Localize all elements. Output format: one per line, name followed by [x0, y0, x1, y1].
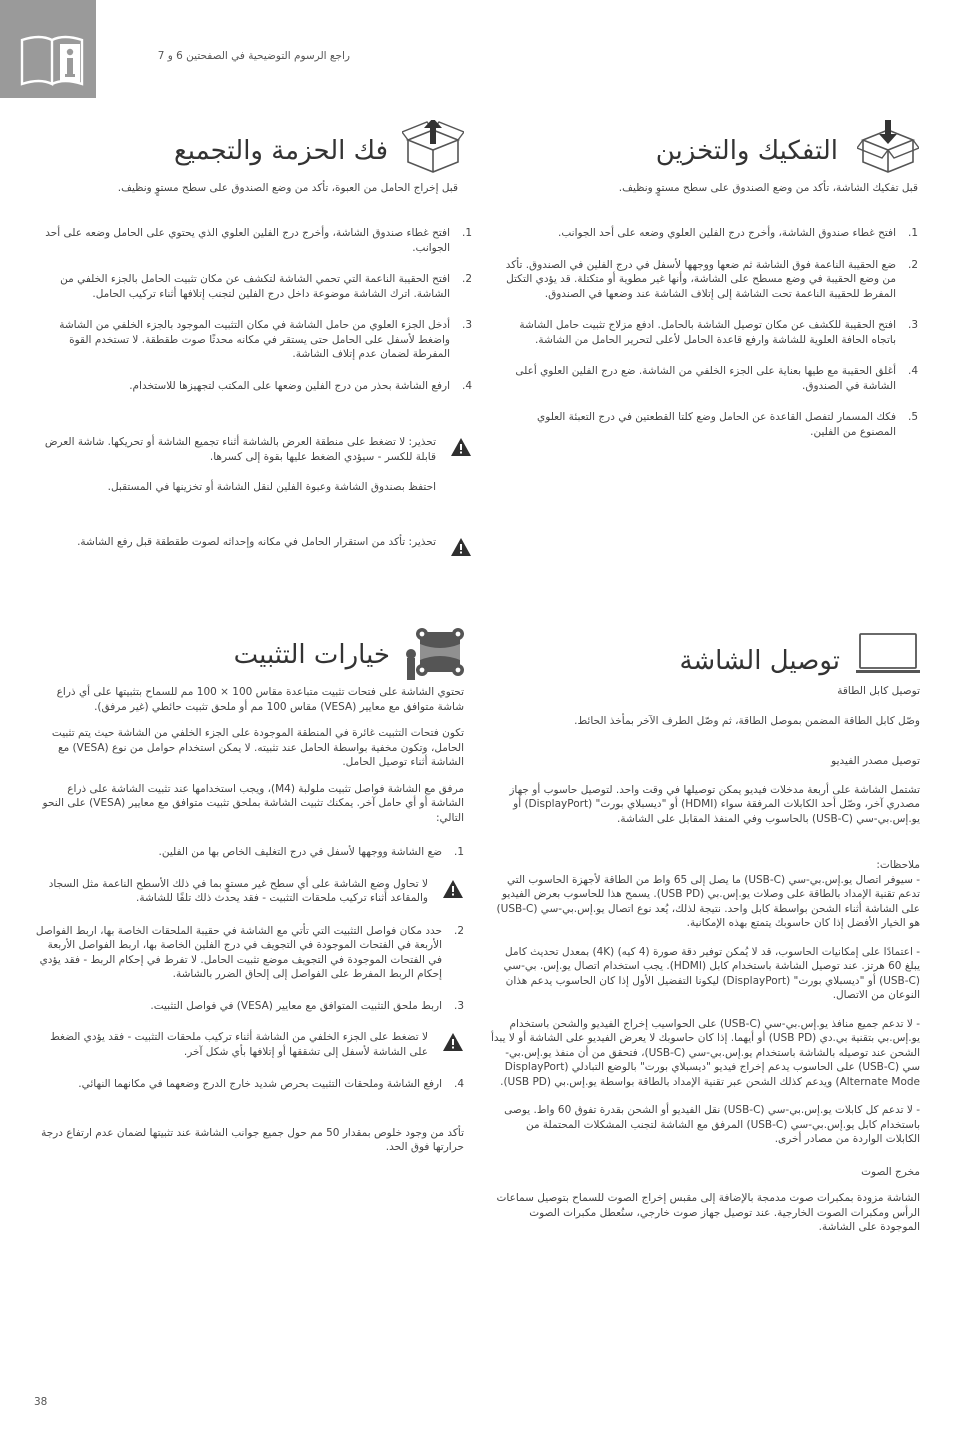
- reference-text: راجع الرسوم التوضيحية في الصفحتين 6 و 7: [157, 50, 350, 62]
- video-heading: توصيل مصدر الفيديو: [831, 755, 920, 767]
- unpacking-step: 4. أغلق الحقيبة مع طيها بعناية على الجزء الخلفي من الشاشة. ضع درج الفلين العلوي أعلى الشاشة في الصندوق.: [515, 365, 918, 392]
- assembly-warning: تحذير: لا تضغط على منطقة العرض بالشاشة أثناء تجميع الشاشة أو تحريكها. شاشة العرض قابلة للكسر - سيؤدي الضغط عليها بقوة إلى كسرها. احتفظ بصندوق الشاشة وعبوة الفلين لنقل الشاشة أو تخزينها في المستقبل.: [40, 435, 472, 495]
- assembly-steps: [40, 226, 472, 393]
- unpacking-step: 2. ضع الحقيبة الناعمة فوق الشاشة ثم ضعها ووجهها لأسفل في درج الفلين في الصندوق. تأكد من وضع الحقيبة في وضع مسطح على الشاشة، وأنها غير مطوية أو متكتلة. قد يؤدي التكتل المفرط للحقيبة الناعمة تحت الشاشة إلى إتلاف الشاشة عند وضعها في الصندوق.: [505, 258, 918, 300]
- mounting-steps: [34, 924, 464, 1014]
- mounting-paragraph: مرفق مع الشاشة فواصل تثبيت ملولبة (M4)، ويجب استخدامها عند تثبيت الشاشة على ذراع الشاشة أو أي حامل آخر. يمكنك تثبيت الشاشة بملحق تثبيت متوافق مع معايير (VESA) على النحو التالي:: [42, 782, 464, 824]
- mounting-warning: لا تضغط على الجزء الخلفي من الشاشة أثناء تركيب ملحقات التثبيت - فقد يؤدي الضغط على الشاشة لأسفل إلى تشققها أو إتلافها بأي شكل آخر.: [34, 1030, 464, 1059]
- mounting-steps: [34, 845, 464, 860]
- video-text: تشتمل الشاشة على أربعة مدخلات فيديو يمكن توصيلها في وقت واحد. لتوصيل حاسوب أو جهاز مصدري آخر، وصّل أحد الكابلات المرفقة سواء (HDMI) أو "ديسبلاي بورت" (DisplayPort) أو يو.إس.بي-سي (USB-C) بالحاسوب وفي المنفذ المقابل على الشاشة.: [509, 783, 920, 825]
- mounting-title: خيارات التثبيت: [233, 640, 390, 670]
- mounting-step: 4. ارفع الشاشة وملحقات التثبيت بحرص شديد خارج الدرج وضعهما في مكانهما النهائي.: [78, 1078, 464, 1090]
- vesa-mount-icon: [402, 626, 466, 682]
- connecting-title: توصيل الشاشة: [679, 646, 840, 676]
- mounting-steps: [34, 1077, 464, 1092]
- mounting-closing: تأكد من وجود خلوص بمقدار 50 مم حول جميع جوانب الشاشة عند تثبيتها لضمان عدم ارتفاع درجة حرارتها فوق الحد.: [41, 1126, 464, 1153]
- warning-icon: [450, 437, 472, 457]
- box-up-arrow-icon: [402, 120, 464, 176]
- connecting-content: [490, 684, 920, 1235]
- mounting-warning: لا تحاول وضع الشاشة على أي سطح غير مستوٍ بما في ذلك الأسطح الناعمة مثل السجاد والمقاعد أثناء تركيب ملحقات التثبيت - فقد يحدث ذلك تلفًا للشاشة.: [34, 877, 464, 906]
- unpacking-title: التفكيك والتخزين: [655, 136, 838, 166]
- unpacking-step: 5. فكك المسمار لتفصل القاعدة عن الحامل وضع كلتا القطعتين في درج التعبئة العلوي المصنوع من الفلين.: [537, 411, 918, 438]
- note-item: - اعتمادًا على إمكانيات الحاسوب، قد لا يُمكن توفير دقة صورة (4 كيه) (4K) بمعدل تحديث كامل يبلغ 60 هرتز. عند توصيل الشاشة باستخدام كابل (HDMI). يجب استخدام اتصال يو.إس. بي-سي (USB-C) أو "ديسبلاي بورت" (DisplayPort) ليكونا التفضيل الأول إذا كان الحاسوب يدعم هذان النوعان من الاتصال.: [503, 945, 920, 1001]
- audio-heading: مخرج الصوت: [861, 1165, 920, 1178]
- audio-text: الشاشة مزودة بمكبرات صوت مدمجة بالإضافة إلى مقبس إخراج الصوت للسماح بتوصيل سماعات الرأس ومكبرات الصوت الخارجية. عند توصيل جهاز صوت خارجي، سنُعطل مكبرات الصوت الموجودة على الشاشة.: [496, 1192, 920, 1233]
- mounting-paragraph: تحتوي الشاشة على فتحات تثبيت متباعدة مقاس 100 × 100 مم للسماح بتثبيتها على أي ذراع شاشة متوافق مع معايير (VESA) مقاس 100 مم أو ملحق تثبيت حائطي (غير مرفق).: [56, 686, 464, 713]
- warning-icon: [442, 879, 464, 899]
- power-text: وصّل كابل الطاقة المضمن بموصل الطاقة، ثم وصّل الطرف الآخر بمأخذ الحائط.: [574, 714, 920, 727]
- assembly-warning: تحذير: تأكد من استقرار الحامل في مكانه وإحداثه لصوت طقطقة قبل رفع الشاشة.: [40, 535, 472, 550]
- mounting-step: 3. اربط ملحق التثبيت المتوافق مع معايير (VESA) في فواصل التثبيت.: [150, 999, 464, 1012]
- assembly-intro: قبل إخراج الحامل من العبوة، تأكد من وضع الصندوق على سطح مستوٍ ونظيف.: [117, 182, 458, 194]
- note-item: - لا تدعم جميع منافذ يو.إس.بي-سي (USB-C) على الحواسيب إخراج الفيديو والشحن باستخدام يو.إس.بي بتقنية بي.دي (USB PD) أو أيهما. إذا كان حاسوبك لا يعرض الفيديو على الشاشة أو لا يبدأ الشحن عند توصيله بالشاشة باستخدام يو.إس.بي-سي (USB-C)، فتحقق من أن منفذ يو.إس.بي-سي (USB-C) على الحاسوب يدعم إخراج فيديو "ديسبلاي بورت" بالوضع التبادلي (DisplayPort Alternate Mode) ويدعم كذلك الشحن عبر تقنية الإمداد بالطاقة بواسطة يو.إس.بي (USB PD).: [490, 1017, 920, 1088]
- power-heading: توصيل كابل الطاقة: [837, 685, 920, 697]
- mounting-paragraph: تكون فتحات التثبيت غائرة في المنطقة الموجودة على الجزء الخلفي من الشاشة حيث يتم تثبيت الحامل، وتكون مخفية بواسطة الحامل عند تثبيته. لا يمكن استخدام حوامل من نوع (VESA) مع الشاشة أثناء توصيل الحامل.: [51, 727, 464, 768]
- mounting-step: 1. ضع الشاشة ووجهها لأسفل في درج التغليف الخاص بها من الفلين.: [158, 846, 464, 858]
- note-item: - لا تدعم كل كابلات يو.إس.بي-سي (USB-C) نقل الفيديو أو الشحن بقدرة تفوق 60 واط. يوصى باستخدام كابل يو.إس.بي-سي (USB-C) المرفق مع الشاشة لتجنب المشكلات المحتملة من الكابلات الواردة من مصادر أخرى.: [504, 1104, 920, 1145]
- unpacking-intro: قبل تفكيك الشاشة، تأكد من وضع الصندوق على سطح مستوٍ ونظيف.: [618, 182, 918, 194]
- assembly-step: 3. أدخل الجزء العلوي من حامل الشاشة في مكان التثبيت الموجود بالجزء الخلفي من الشاشة واضغط لأسفل على الحامل حتى يستقر في مكانه محدثًا صوت طقطقة. لا تستخدم القوة المفرطة لضمان عدم إتلاف الشاشة.: [59, 319, 472, 360]
- page-number: 38: [34, 1396, 48, 1408]
- box-down-arrow-icon: [857, 120, 919, 176]
- assembly-step: 4. ارفع الشاشة بحذر من درج الفلين وضعها على المكتب لتجهيزها للاستخدام.: [129, 379, 472, 392]
- note-item: - سيوفر اتصال يو.إس.بي-سي (USB-C) ما يصل إلى 65 واط من الطاقة لأجهزة الحاسوب التي تدعم تقنية الإمداد بالطاقة على وصلات يو.إس.بي (USB PD). يسمح هذا للحاسوب بعرض الفيديو على الشاشة أثناء الشحن بواسطة كابل واحد. نتيجة لذلك، يُعد نوع اتصال يو.إس.بي-سي (USB-C) هو الخيار الأفضل إذا كان حاسوبك يتمتع بهذه الإمكانية.: [496, 873, 920, 929]
- manual-info-icon: [0, 0, 96, 98]
- assembly-content: [40, 226, 472, 567]
- unpacking-step: 1. افتح غطاء صندوق الشاشة، وأخرج درج الفلين العلوي وضعه على أحد الجوانب.: [558, 227, 918, 239]
- monitor-icon: [856, 632, 920, 676]
- assembly-step: 1. افتح غطاء صندوق الشاشة، وأخرج درج الفلين العلوي الذي يحتوي على الحامل وضعه على أحد الجوانب.: [45, 227, 472, 254]
- warning-icon: [442, 1032, 464, 1052]
- unpacking-steps: [498, 226, 918, 456]
- assembly-step: 2. افتح الحقيبة الناعمة التي تحمي الشاشة لتكشف عن مكان تثبيت الحامل بالجزء الخلفي من الشاشة. اترك الشاشة موضوعة داخل درج الفلين لتجنب إتلافها أثناء تركيب الحامل.: [60, 273, 472, 300]
- warning-icon: [450, 537, 472, 557]
- reference-info-box: [0, 0, 96, 98]
- notes-heading: ملاحظات:: [876, 859, 920, 871]
- assembly-title: فك الحزمة والتجميع: [173, 136, 388, 166]
- mounting-content: [34, 685, 464, 1155]
- unpacking-step: 3. افتح الحقيبة للكشف عن مكان توصيل الشاشة بالحامل. ادفع مزلاج تثبيت حامل الشاشة باتجاه الحافة العلوية للشاشة وارفع قاعدة الحامل لأعلى لتحرير الحامل من الشاشة.: [519, 319, 918, 346]
- mounting-step: 2. حدد مكان فواصل التثبيت التي تأتي مع الشاشة في حقيبة الملحقات الخاصة بها، اربط الفواصل الأربعة في الفتحات الموجودة في التجويف في درج الفلين الخاصة بها، اربط الفواصل الأربعة في الفتحات الموجودة في التجويف موضع تثبيت الحامل. لا تفرط في إحكام الربط - فقد يؤدي إحكام الربط المفرط على الفواصل إلى إلحاق الضرر بالشاشة.: [35, 924, 464, 980]
